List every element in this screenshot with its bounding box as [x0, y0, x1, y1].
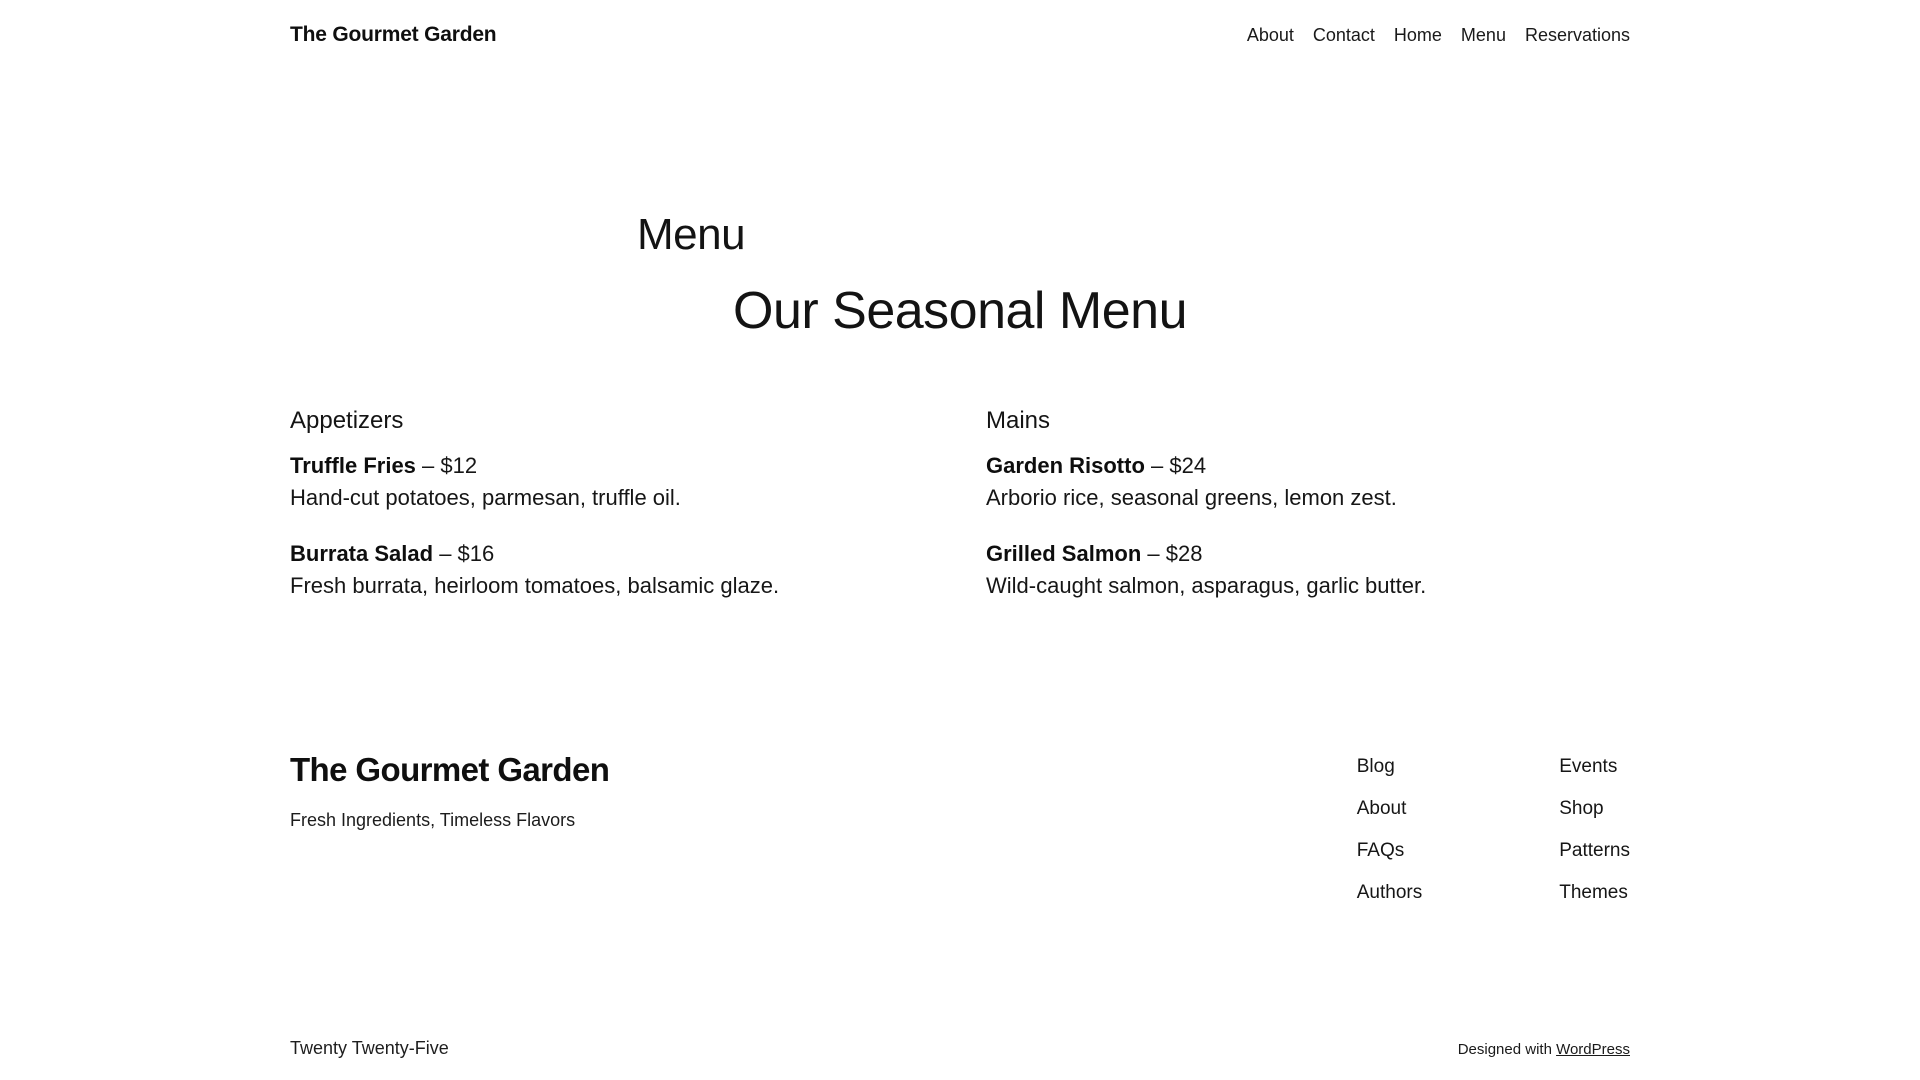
- menu-item-garden-risotto: [986, 450, 1630, 514]
- menu-item-price: – $28: [1147, 541, 1203, 567]
- site-title-link[interactable]: The Gourmet Garden: [290, 23, 497, 46]
- menu-section-mains: [986, 405, 1630, 626]
- menu-item-description: Wild-caught salmon, asparagus, garlic butter.: [986, 573, 1427, 599]
- menu-item-burrata-salad: [290, 538, 934, 602]
- menu-item-price: – $24: [1151, 453, 1207, 479]
- footer-site-title: The Gourmet Garden: [290, 751, 610, 788]
- wordpress-link[interactable]: WordPress: [1556, 1041, 1630, 1058]
- primary-nav: [1247, 25, 1630, 46]
- menu-grid: [290, 405, 1630, 626]
- footer-link-patterns[interactable]: Patterns: [1559, 840, 1630, 861]
- designed-with: [1458, 1041, 1630, 1058]
- footer-links-column-2: [1559, 754, 1630, 905]
- footer-link-themes[interactable]: Themes: [1559, 882, 1628, 903]
- menu-item-description: Arborio rice, seasonal greens, lemon zest.: [986, 485, 1397, 511]
- footer-tagline: Fresh Ingredients, Timeless Flavors: [290, 809, 576, 830]
- footer-link-authors[interactable]: Authors: [1356, 882, 1423, 903]
- menu-item-description: Hand-cut potatoes, parmesan, truffle oil.: [290, 485, 681, 511]
- footer-link-faqs[interactable]: FAQs: [1356, 840, 1405, 861]
- designed-with-text: Designed with: [1457, 1041, 1557, 1058]
- nav-link-reservations[interactable]: Reservations: [1524, 25, 1630, 45]
- theme-name: Twenty Twenty-Five: [290, 1038, 449, 1058]
- menu-item-grilled-salmon: [986, 538, 1630, 602]
- footer-links: [1357, 750, 1630, 905]
- menu-section-appetizers: [290, 405, 934, 626]
- nav-link-home[interactable]: Home: [1393, 25, 1442, 45]
- nav-link-contact[interactable]: Contact: [1312, 25, 1375, 45]
- nav-link-about[interactable]: About: [1246, 25, 1294, 45]
- footer-link-shop[interactable]: Shop: [1559, 798, 1604, 819]
- menu-section-title: Appetizers: [290, 407, 404, 434]
- menu-item-name: Burrata Salad: [290, 541, 434, 567]
- menu-item-price: – $12: [422, 453, 478, 479]
- footer-link-events[interactable]: Events: [1559, 756, 1618, 777]
- seasonal-menu-heading: Our Seasonal Menu: [733, 282, 1187, 340]
- menu-item-price: – $16: [439, 541, 495, 567]
- menu-item-name: Grilled Salmon: [986, 541, 1142, 567]
- footer-link-blog[interactable]: Blog: [1356, 756, 1395, 777]
- footer-links-column-1: [1357, 754, 1422, 905]
- menu-item-name: Garden Risotto: [986, 453, 1145, 479]
- site-footer: [290, 750, 1630, 905]
- menu-item-description: Fresh burrata, heirloom tomatoes, balsamic glaze.: [290, 573, 780, 599]
- site-header: [290, 0, 1630, 47]
- menu-item-name: Truffle Fries: [290, 453, 416, 479]
- menu-section-title: Mains: [986, 407, 1051, 434]
- footer-link-about[interactable]: About: [1356, 798, 1407, 819]
- menu-item-truffle-fries: [290, 450, 934, 514]
- footer-site-info: [290, 750, 609, 832]
- nav-link-menu[interactable]: Menu: [1460, 25, 1506, 45]
- footer-bottom-bar: [290, 1038, 1630, 1059]
- page-title: Menu: [637, 210, 746, 259]
